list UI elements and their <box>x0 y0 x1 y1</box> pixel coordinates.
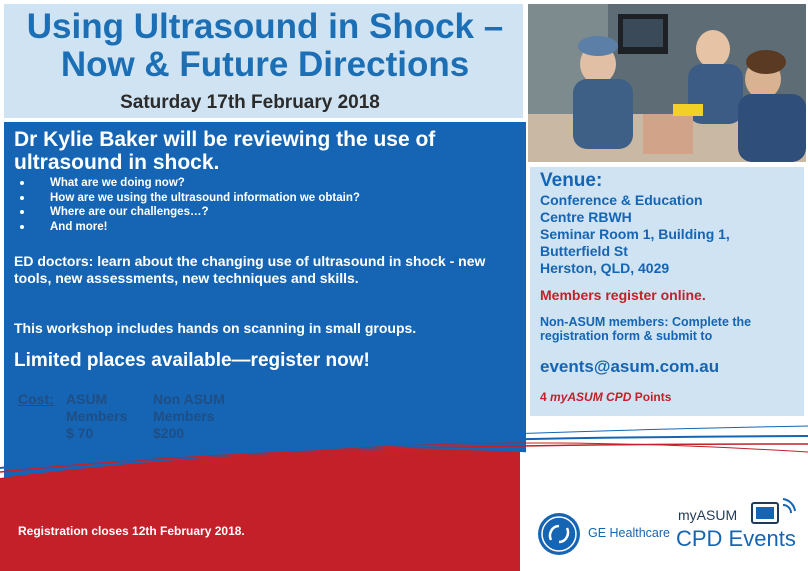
cpd-number: 4 <box>540 390 547 404</box>
address-line: Herston, QLD, 4029 <box>540 260 670 276</box>
list-item-text: What are we doing now? <box>50 177 185 189</box>
list-item-text: Where are our challenges…? <box>50 206 209 218</box>
myasum-text: myASUM <box>678 507 738 523</box>
members-register-text: Members register online. <box>540 287 706 303</box>
cost-label: Cost: <box>18 391 54 407</box>
tablet-icon <box>750 497 796 527</box>
address-line: Butterfield St <box>540 243 628 259</box>
limited-places-text: Limited places available—register now! <box>14 350 370 371</box>
cost-cell: $ 70 <box>66 425 94 441</box>
address-line: Centre RBWH <box>540 209 632 225</box>
cost-cell: $200 <box>153 425 185 441</box>
cpd-brand: myASUM CPD <box>550 390 632 404</box>
ge-healthcare-text: GE Healthcare <box>588 526 670 540</box>
event-date: Saturday 17th February 2018 <box>120 92 380 113</box>
list-item-text: How are we using the ultrasound information we obtain? <box>50 191 360 204</box>
cost-cell: Non ASUM <box>153 391 225 407</box>
address-line: Seminar Room 1, Building 1, <box>540 226 730 242</box>
hands-on-text: This workshop includes hands on scanning in small groups. <box>14 320 417 336</box>
event-title: Using Ultrasound in Shock – Now & Future Directions <box>26 7 504 84</box>
list-item-text: And more! <box>50 220 108 233</box>
cpd-events-text: CPD Events <box>676 526 796 551</box>
intro-text: Dr Kylie Baker will be reviewing the use of ultrasound in shock. <box>14 128 436 174</box>
non-members-text: Non-ASUM members: Complete the registration form & submit to <box>540 315 752 343</box>
ge-logo-icon <box>537 512 581 556</box>
registration-closes-text: Registration closes 12th February 2018. <box>18 524 245 538</box>
cost-cell: ASUM <box>66 391 108 407</box>
registration-email[interactable]: events@asum.com.au <box>540 357 720 376</box>
cost-cell: Members <box>153 408 215 424</box>
ed-doctors-text: ED doctors: learn about the changing use of ultrasound in shock - new tools, new assessments, new techniques and skills. <box>14 253 486 286</box>
address-line: Conference & Education <box>540 192 703 208</box>
venue-heading: Venue: <box>540 170 603 191</box>
cost-cell: Members <box>66 408 128 424</box>
cpd-suffix: Points <box>634 390 672 404</box>
